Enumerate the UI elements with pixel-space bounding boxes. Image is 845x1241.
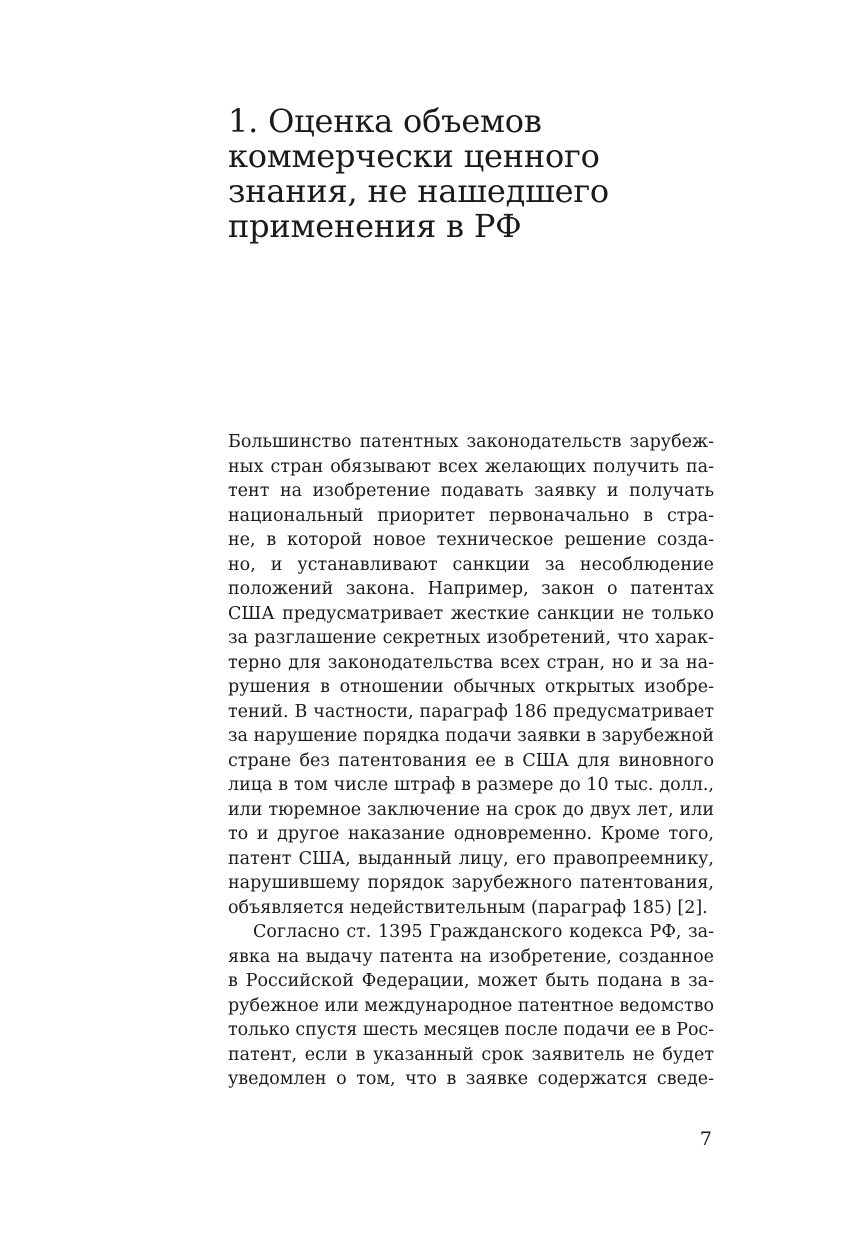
text-line: тент на изобретение подавать заявку и получать — [228, 481, 714, 501]
text-line: лица в том числе штраф в размере до 10 тыс. долл., — [228, 775, 714, 795]
chapter-title-line: коммерчески ценного — [228, 137, 600, 175]
text-line: уведомлен о том, что в заявке содержатся сведе- — [228, 1069, 714, 1089]
text-line: только спустя шесть месяцев после подачи ее в Рос- — [228, 1020, 714, 1040]
text-line: национальный приоритет первоначально в стра- — [228, 505, 714, 526]
text-line: объявляется недействительным (параграф 185) [2]. — [228, 897, 708, 918]
chapter-title-line: 1. Оценка объемов — [228, 102, 542, 140]
text-line: или тюремное заключение на срок до двух лет, или — [228, 799, 714, 820]
text-line: патент, если в указанный срок заявитель не будет — [228, 1044, 714, 1065]
chapter-title-line: знания, не нашедшего — [228, 172, 610, 210]
text-line: стране без патентования ее в США для виновного — [228, 750, 714, 771]
text-line: тений. В частности, параграф 186 предусматривает — [228, 701, 714, 722]
text-line: то и другое наказание одновременно. Кроме того, — [228, 824, 714, 844]
paragraph-2 — [228, 920, 714, 1092]
chapter-title — [228, 104, 698, 244]
text-line: Согласно ст. 1395 Гражданского кодекса РФ, за- — [253, 922, 714, 942]
text-line: рушения в отношении обычных открытых изобре- — [228, 677, 714, 697]
chapter-title-line: применения в РФ — [228, 207, 522, 245]
text-line: за нарушение порядка подачи заявки в зарубежной — [228, 726, 715, 746]
text-line: положений закона. Например, закон о патентах — [228, 579, 714, 599]
text-line: в Российской Федерации, может быть подана в за- — [228, 971, 714, 991]
body-text — [228, 430, 714, 1092]
text-line: терно для законодательства всех стран, но и за на- — [228, 652, 714, 673]
text-line: США предусматривает жесткие санкции не только — [228, 603, 714, 624]
text-line: патент США, выданный лицу, его правопреемнику, — [228, 848, 714, 869]
page-number: 7 — [699, 1128, 712, 1150]
text-line: нарушившему порядок зарубежного патентования, — [228, 873, 714, 893]
text-line: явка на выдачу патента на изобретение, созданное — [228, 946, 714, 967]
text-line: за разглашение секретных изобретений, что харак- — [228, 628, 714, 648]
text-line: но, и устанавливают санкции за несоблюдение — [228, 554, 714, 575]
text-line: ных стран обязывают всех желающих получить па- — [228, 456, 714, 477]
text-line: Большинство патентных законодательств зарубеж- — [228, 432, 714, 452]
paragraph-1 — [228, 430, 714, 920]
text-line: не, в которой новое техническое решение созда- — [228, 530, 714, 550]
text-line: рубежное или международное патентное ведомство — [228, 995, 714, 1016]
